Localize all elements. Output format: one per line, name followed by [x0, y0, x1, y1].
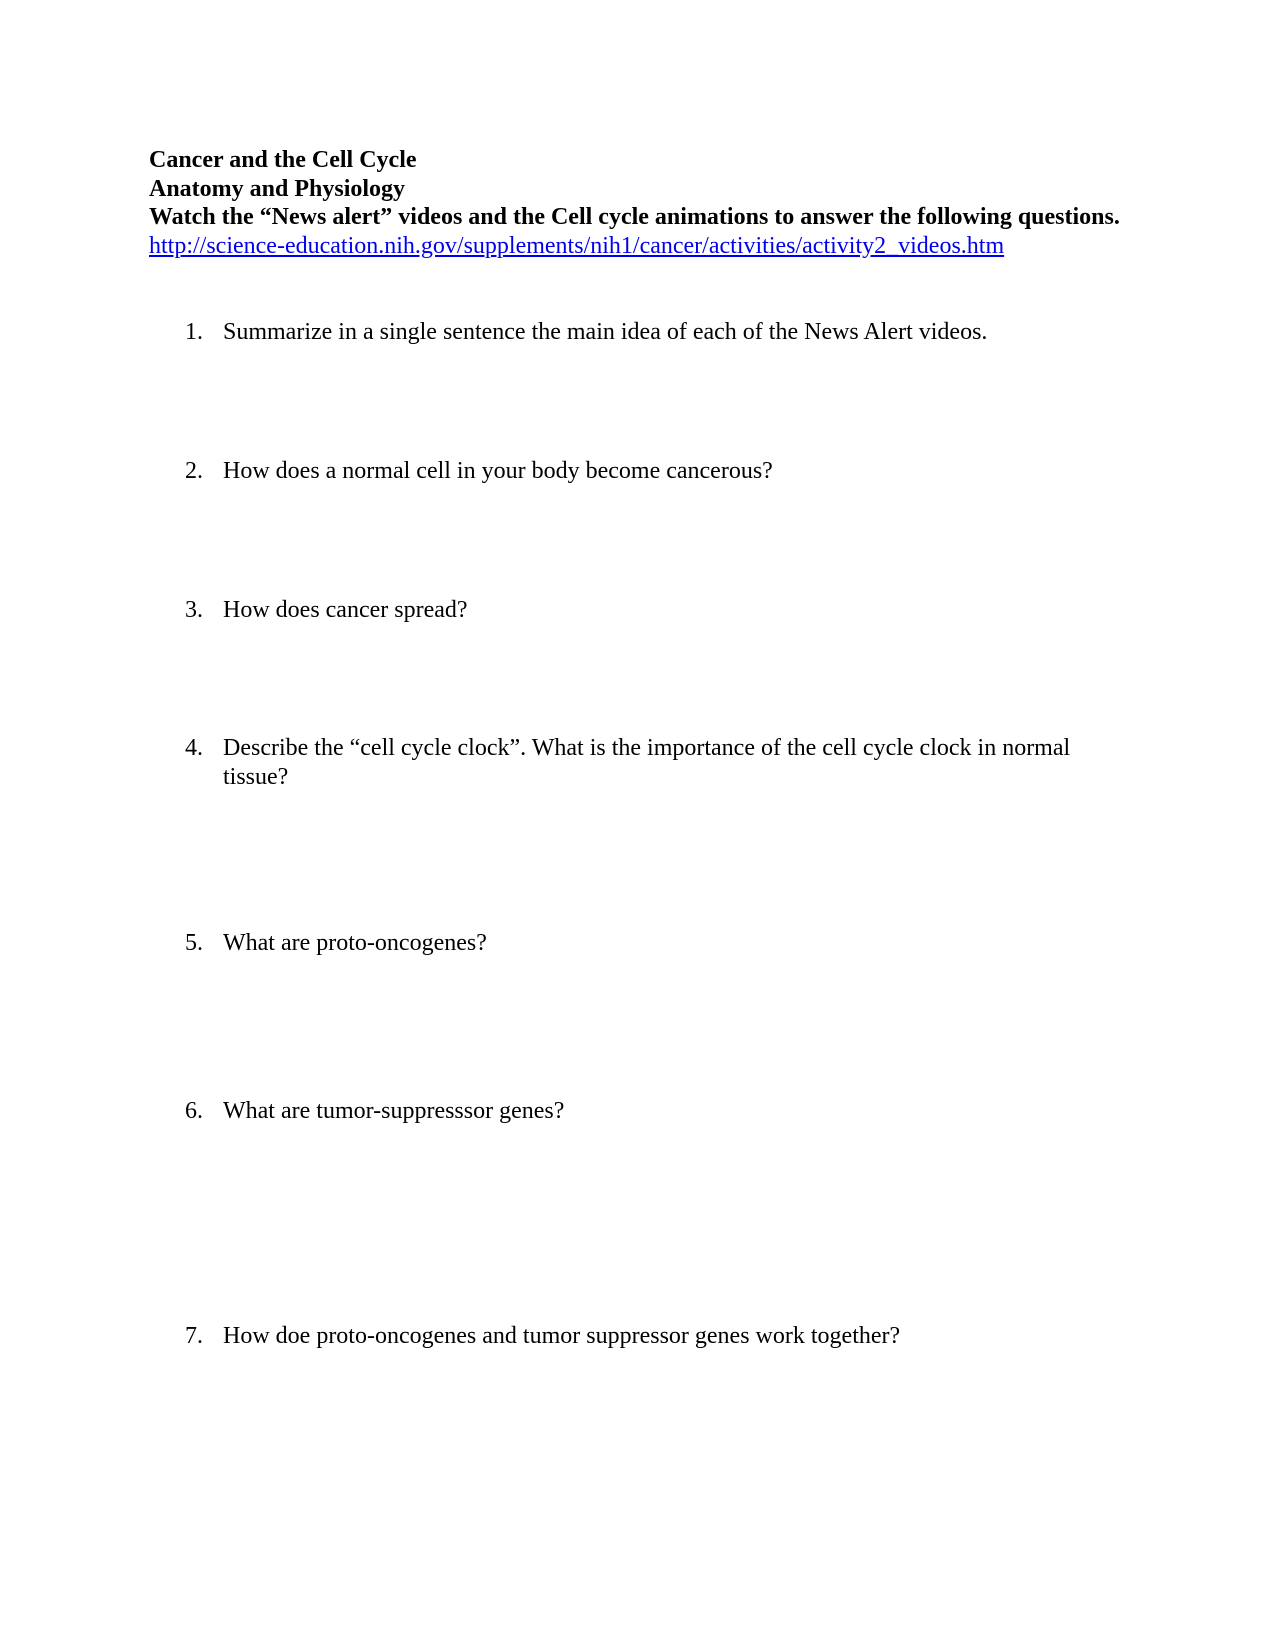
- worksheet-header: [149, 146, 1129, 260]
- question-number: 3.: [185, 597, 203, 623]
- question-6: [185, 1097, 1125, 1126]
- question-4: [185, 734, 1125, 791]
- question-2: [185, 457, 1125, 486]
- question-text: What are proto-oncogenes?: [223, 930, 487, 956]
- course-name: Anatomy and Physiology: [149, 175, 406, 202]
- resource-link[interactable]: http://science-education.nih.gov/supplements/nih1/cancer/activities/activity2_videos.htm: [149, 232, 1005, 259]
- question-number: 6.: [185, 1098, 203, 1124]
- question-text: How does a normal cell in your body become cancerous?: [223, 458, 773, 484]
- answer-area-2[interactable]: [223, 489, 1123, 589]
- question-number: 5.: [185, 930, 203, 956]
- question-text: Describe the “cell cycle clock”. What is the importance of the cell cycle clock in normal tissue?: [223, 735, 1071, 790]
- question-5: [185, 929, 1125, 958]
- question-number: 2.: [185, 458, 203, 484]
- question-number: 4.: [185, 735, 203, 761]
- answer-area-1[interactable]: [223, 350, 1123, 450]
- question-number: 7.: [185, 1323, 203, 1349]
- worksheet-title: Cancer and the Cell Cycle: [149, 147, 417, 173]
- answer-area-6[interactable]: [223, 1129, 1123, 1319]
- instructions: Watch the “News alert” videos and the Cell cycle animations to answer the following questions.: [149, 204, 1120, 230]
- question-number: 1.: [185, 319, 203, 345]
- question-7: [185, 1322, 1125, 1351]
- answer-area-7[interactable]: [223, 1354, 1123, 1554]
- question-3: [185, 596, 1125, 625]
- answer-area-4[interactable]: [223, 796, 1123, 916]
- answer-area-5[interactable]: [223, 961, 1123, 1091]
- question-text: How doe proto-oncogenes and tumor suppressor genes work together?: [223, 1323, 901, 1349]
- question-text: Summarize in a single sentence the main idea of each of the News Alert videos.: [223, 319, 988, 345]
- question-text: What are tumor-suppresssor genes?: [223, 1098, 565, 1124]
- question-1: [185, 318, 1125, 347]
- question-text: How does cancer spread?: [223, 597, 468, 623]
- answer-area-3[interactable]: [223, 628, 1123, 728]
